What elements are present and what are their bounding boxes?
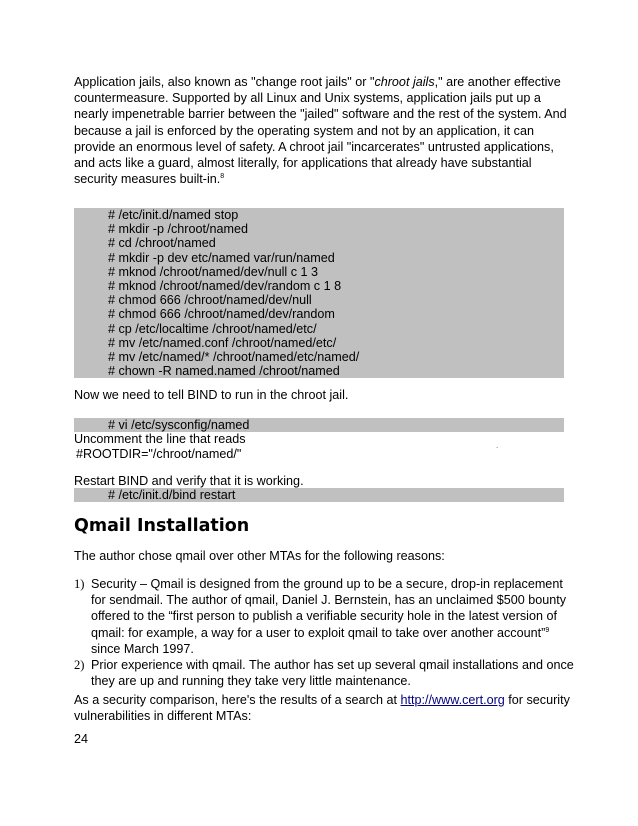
code-block-restart	[74, 488, 564, 502]
intro-line-2: countermeasure. Supported by all Linux and Unix systems, application jails put up a	[74, 91, 541, 106]
code-line: # cd /chroot/named	[108, 236, 216, 251]
intro-line-1: Application jails, also known as "change root jails" or "chroot jails," are another effective	[74, 75, 561, 89]
comparison-line-2: vulnerabilities in different MTAs:	[74, 709, 252, 724]
code-line: # vi /etc/sysconfig/named	[108, 418, 250, 432]
comparison-paragraph: As a security comparison, here's the results of a search at http://www.cert.org for security vulnerabilities in different MTAs:	[74, 693, 570, 724]
stray-dot: .	[496, 441, 499, 450]
section-heading: Qmail Installation	[74, 516, 250, 536]
uncomment-text: Uncomment the line that reads	[74, 432, 246, 446]
list-line: qmail: for example, a way for a user to exploit qmail to take over another account”$^9$	[91, 625, 550, 640]
intro-line-6: and acts like a guard, almost literally, for applications that already have substantial	[74, 156, 532, 171]
intro-line-3: nearly impenetrable barrier between the "jailed" software and the rest of the system. And	[74, 107, 567, 122]
list-number: 1)	[74, 577, 85, 591]
code-line: # mknod /chroot/named/dev/null c 1 3	[108, 264, 319, 279]
code-line: # chmod 666 /chroot/named/dev/random	[108, 307, 335, 322]
code-line: # chmod 666 /chroot/named/dev/null	[108, 293, 312, 308]
list-line: Security – Qmail is designed from the ground up to be a secure, drop-in replacement	[91, 577, 563, 591]
chroot-jails-emphasis: chroot jails	[374, 75, 435, 89]
restart-text: Restart BIND and verify that it is working.	[74, 474, 304, 488]
list-line: since March 1997.	[91, 641, 194, 656]
code-line: # mkdir -p dev etc/named var/run/named	[108, 250, 335, 265]
code-line: # chown -R named.named /chroot/named	[108, 364, 340, 379]
rootdir-line: #ROOTDIR="/chroot/named/"	[76, 447, 242, 461]
code-line: # /etc/init.d/named stop	[108, 208, 239, 222]
intro-line-5: provide an enormous level of safety. A chroot jail "incarcerates" untrusted applications,	[74, 139, 554, 154]
intro-line-7: security measures built-in.$^8$	[74, 172, 225, 187]
code-block-chroot-setup	[74, 208, 564, 378]
list-number: 2)	[74, 658, 85, 672]
intro-paragraph	[74, 74, 569, 187]
code-line: # mknod /chroot/named/dev/random c 1 8	[108, 278, 342, 293]
code-line: # mv /etc/named/* /chroot/named/etc/named/	[108, 349, 360, 364]
page-number: 24	[74, 732, 89, 746]
intro-line-4: because a jail is enforced by the operating system and not by an application, it can	[74, 123, 534, 138]
footnote-marker: 9	[545, 626, 550, 634]
bind-note: Now we need to tell BIND to run in the chroot jail.	[74, 388, 349, 402]
code-line: # /etc/init.d/bind restart	[108, 488, 236, 502]
list-line: Prior experience with qmail. The author has set up several qmail installations and once	[91, 658, 574, 672]
list-line: for sendmail. The author of qmail, Daniel J. Bernstein, has an unclaimed $500 bounty	[91, 593, 567, 608]
code-block-sysconfig	[74, 418, 564, 432]
code-line: # mv /etc/named.conf /chroot/named/etc/	[108, 335, 337, 350]
code-line: # cp /etc/localtime /chroot/named/etc/	[108, 321, 317, 336]
cert-link[interactable]: http://www.cert.org	[400, 693, 505, 707]
footnote-marker: 8	[220, 173, 225, 181]
code-line: # mkdir -p /chroot/named	[108, 222, 248, 237]
list-line: they are up and running they take very little maintenance.	[91, 674, 411, 689]
list-line: offered to the “first person to publish a verifiable security hole in the latest version of	[91, 609, 557, 624]
reasons-intro: The author chose qmail over other MTAs for the following reasons:	[74, 549, 445, 563]
